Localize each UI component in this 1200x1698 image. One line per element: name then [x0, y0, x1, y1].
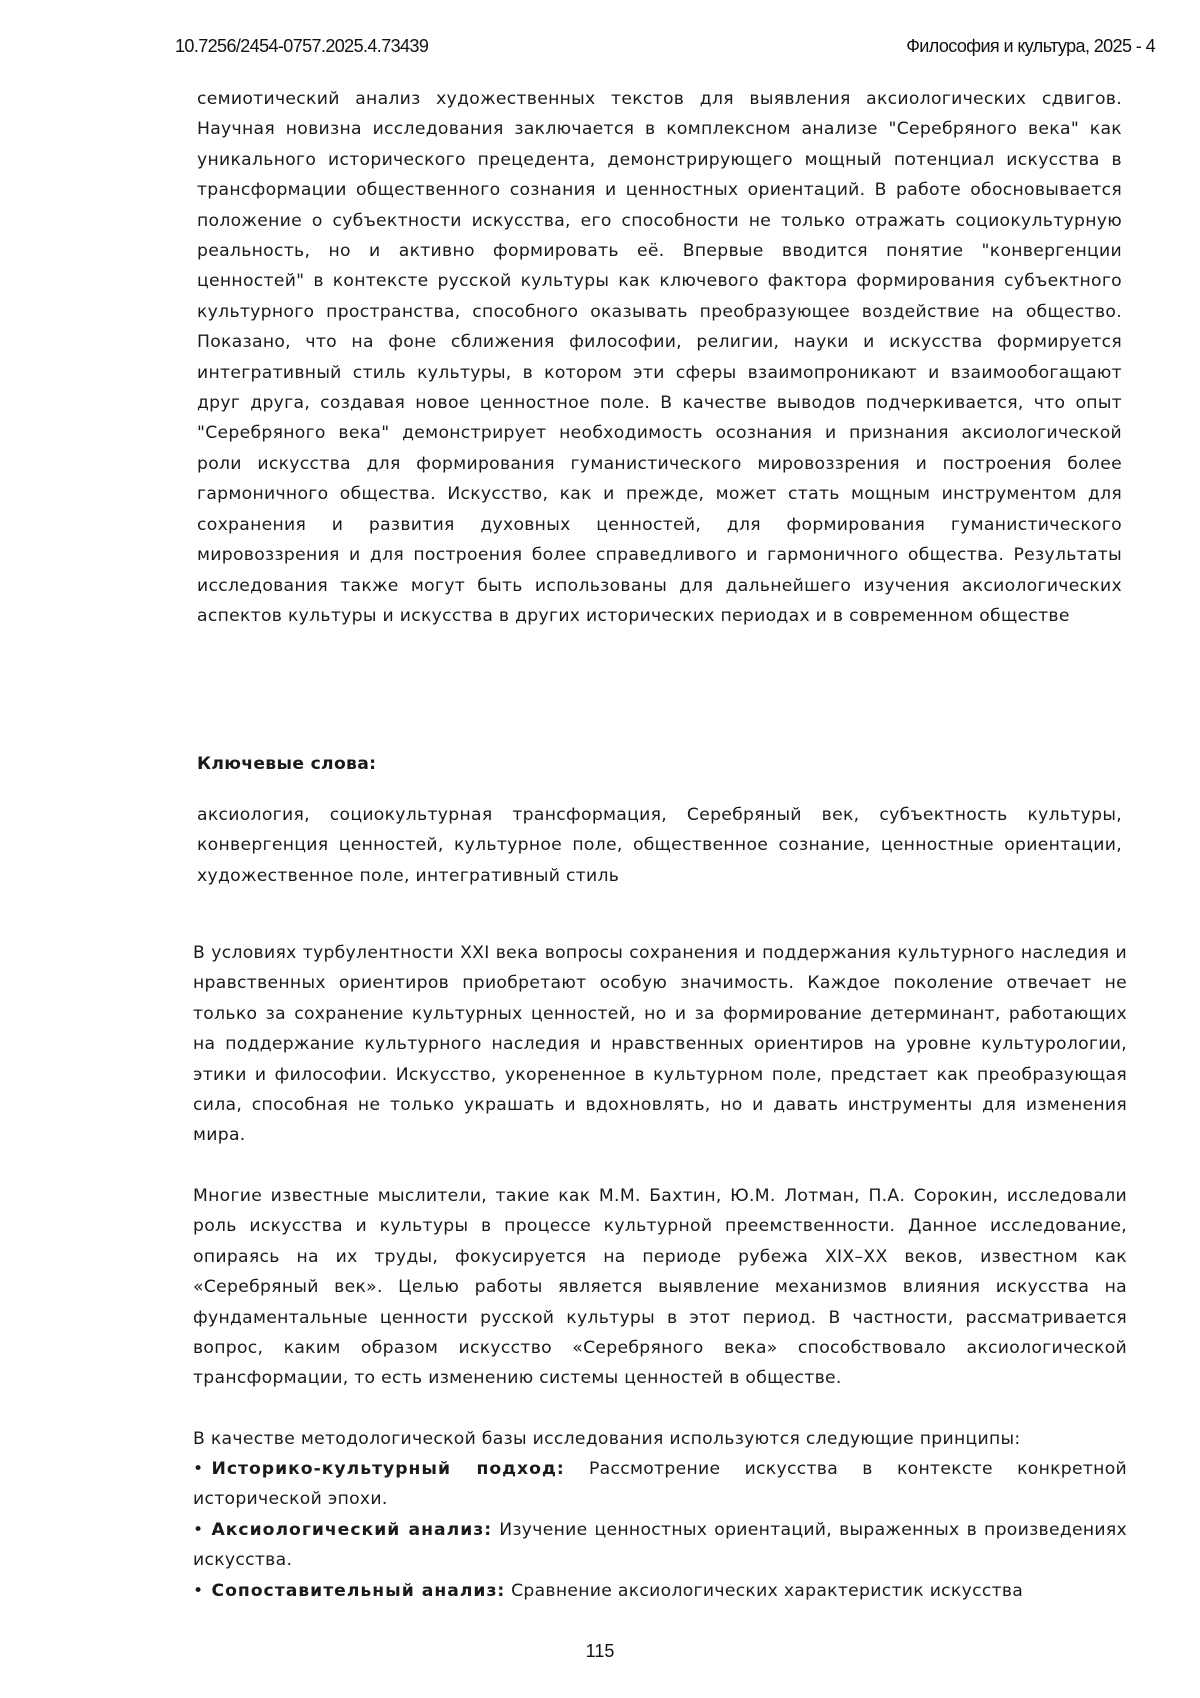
- list-item-term: Историко-культурный подход:: [211, 1459, 564, 1479]
- body-paragraph-2: Многие известные мыслители, такие как М.М. Бахтин, Ю.М. Лотман, П.А. Сорокин, исследовали роль искусства и культуры в процессе культурной преемственности. Данное исследование, опираясь на их труды, фокусируется на периоде рубежа XIX–XX веков, известном как «Серебряный век». Целью работы является выявление механизмов влияния искусства на фундаментальные ценности русской культуры в этот период. В частности, рассматривается вопрос, каким образом искусство «Серебряного века» способствовало аксиологической трансформации, то есть изменению системы ценностей в обществе.: [193, 1181, 1127, 1394]
- list-item: [193, 1515, 1127, 1576]
- bullet-icon: •: [193, 1459, 203, 1479]
- list-item: [193, 1454, 1127, 1515]
- keywords-text: аксиология, социокультурная трансформация, Серебряный век, субъектность культуры, конвергенция ценностей, культурное поле, общественное сознание, ценностные ориентации, художественное поле, интегративный стиль: [197, 800, 1122, 891]
- bullet-icon: •: [193, 1581, 203, 1601]
- running-header: [175, 36, 1155, 60]
- method-principles-list: [193, 1454, 1127, 1606]
- keywords-heading: Ключевые слова:: [197, 754, 376, 774]
- list-item-description: Изучение ценностных ориентаций, выраженных в произведениях искусства.: [193, 1520, 1127, 1570]
- list-item-term: Аксиологический анализ:: [211, 1520, 492, 1540]
- doi-label: 10.7256/2454-0757.2025.4.73439: [175, 36, 428, 57]
- journal-issue-label: Философия и культура, 2025 - 4: [906, 36, 1155, 57]
- list-item-term: Сопоставительный анализ:: [211, 1581, 505, 1601]
- abstract-text: семиотический анализ художественных текстов для выявления аксиологических сдвигов. Научная новизна исследования заключается в комплексном анализе "Серебряного века" как уникального исторического прецедента, демонстрирующего мощный потенциал искусства в трансформации общественного сознания и ценностных ориентаций. В работе обосновывается положение о субъектности искусства, его способности не только отражать социокультурную реальность, но и активно формировать её. Впервые вводится понятие "конвергенции ценностей" в контексте русской культуры как ключевого фактора формирования субъектного культурного пространства, способного оказывать преобразующее воздействие на общество. Показано, что на фоне сближения философии, религии, науки и искусства формируется интегративный стиль культуры, в котором эти сферы взаимопроникают и взаимообогащают друг друга, создавая новое ценностное поле. В качестве выводов подчеркивается, что опыт "Серебряного века" демонстрирует необходимость осознания и признания аксиологической роли искусства для формирования гуманистического мировоззрения и построения более гармоничного общества. Искусство, как и прежде, может стать мощным инструментом для сохранения и развития духовных ценностей, для формирования гуманистического мировоззрения и для построения более справедливого и гармоничного общества. Результаты исследования также могут быть использованы для дальнейшего изучения аксиологических аспектов культуры и искусства в других исторических периодах и в современном обществе: [197, 84, 1122, 631]
- body-paragraph-1: В условиях турбулентности XXI века вопросы сохранения и поддержания культурного наследия и нравственных ориентиров приобретают особую значимость. Каждое поколение отвечает не только за сохранение культурных ценностей, но и за формирование детерминант, работающих на поддержание культурного наследия и нравственных ориентиров на уровне культурологии, этики и философии. Искусство, укорененное в культурном поле, предстает как преобразующая сила, способная не только украшать и вдохновлять, но и давать инструменты для изменения мира.: [193, 938, 1127, 1151]
- list-item-description: Сравнение аксиологических характеристик искусства: [511, 1581, 1023, 1601]
- list-item: [193, 1576, 1127, 1606]
- body-paragraph-3: В качестве методологической базы исследования используются следующие принципы:: [193, 1424, 1127, 1454]
- bullet-icon: •: [193, 1520, 203, 1540]
- list-item-description: Рассмотрение искусства в контексте конкретной исторической эпохи.: [193, 1459, 1127, 1509]
- page-number: 115: [0, 1641, 1200, 1662]
